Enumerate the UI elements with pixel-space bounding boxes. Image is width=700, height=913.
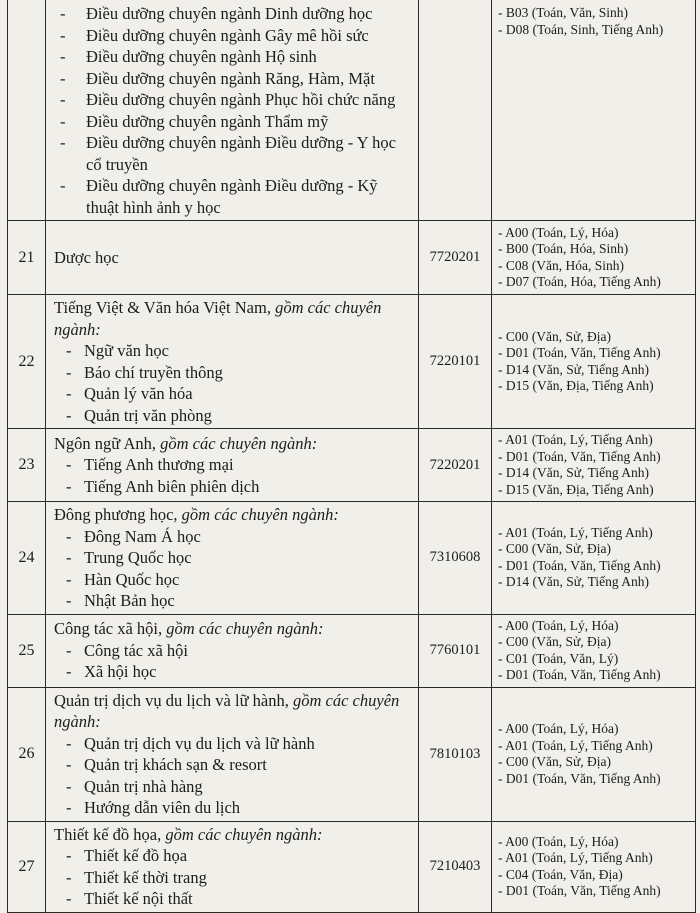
list-item: - Quản trị khách sạn & resort [54, 754, 412, 776]
table-row [8, 821, 696, 912]
program-title: Thiết kế đồ họa, gồm các chuyên ngành: [54, 824, 323, 844]
admission-programs-table [7, 0, 696, 913]
subject-combinations [492, 502, 696, 615]
program-code: 7210403 [419, 821, 492, 912]
subject-combinations [492, 295, 696, 429]
subject-combinations [492, 429, 696, 502]
list-item: - Điều dưỡng chuyên ngành Điều dưỡng - Kỹ thuật hình ảnh y học [60, 175, 412, 218]
program-title: Công tác xã hội, gồm các chuyên ngành: [54, 619, 324, 639]
table-row [8, 429, 696, 502]
row-number: 27 [8, 821, 46, 912]
table-row [8, 687, 696, 821]
list-item: - Thiết kế đồ họa [54, 845, 412, 867]
program-cell [46, 295, 419, 429]
specialization-list [54, 845, 412, 910]
combination-item: - A00 (Toán, Lý, Hóa) [498, 617, 619, 633]
program-code: 7220101 [419, 295, 492, 429]
list-item: - Điều dưỡng chuyên ngành Thẩm mỹ [60, 111, 412, 133]
list-item: - Trung Quốc học [54, 547, 412, 569]
combination-item: - A01 (Toán, Lý, Tiếng Anh) [498, 850, 653, 865]
list-item: - Báo chí truyền thông [54, 362, 412, 384]
combination-item: - B03 (Toán, Văn, Sinh) [498, 5, 629, 20]
list-item: - Quản trị văn phòng [54, 405, 412, 427]
combination-item: - D15 (Văn, Địa, Tiếng Anh) [498, 481, 654, 497]
program-code: 7760101 [419, 614, 492, 687]
combination-item: - C00 (Văn, Sử, Địa) [498, 754, 612, 769]
list-item: - Thiết kế nội thất [54, 888, 412, 910]
row-number: 26 [8, 687, 46, 821]
list-item: - Tiếng Anh biên phiên dịch [54, 476, 412, 498]
combination-item: - D01 (Toán, Văn, Tiếng Anh) [498, 345, 661, 360]
program-code: 7810103 [419, 687, 492, 821]
combination-item: - C08 (Văn, Hóa, Sinh) [498, 257, 624, 273]
row-number [8, 0, 46, 221]
combination-item: - C04 (Toán, Văn, Địa) [498, 866, 623, 882]
program-cell [46, 221, 419, 295]
combination-item: - D01 (Toán, Văn, Tiếng Anh) [498, 770, 661, 786]
list-item: - Điều dưỡng chuyên ngành Phục hồi chức năng [60, 89, 412, 111]
program-code: 7310608 [419, 502, 492, 615]
combination-item: - A00 (Toán, Lý, Hóa) [498, 721, 619, 736]
program-title: Tiếng Việt & Văn hóa Việt Nam, gồm các chuyên ngành: [54, 298, 382, 339]
list-item: - Quản lý văn hóa [54, 383, 412, 405]
combination-item: - D14 (Văn, Sử, Tiếng Anh) [498, 465, 649, 480]
program-cell [46, 687, 419, 821]
combination-item: - D01 (Toán, Văn, Tiếng Anh) [498, 667, 661, 682]
program-cell [46, 429, 419, 502]
subject-combinations [492, 0, 696, 221]
list-item: - Xã hội học [54, 661, 412, 683]
combination-item: - D01 (Toán, Văn, Tiếng Anh) [498, 557, 661, 573]
list-item: - Quản trị dịch vụ du lịch và lữ hành [54, 733, 412, 755]
specialization-list [54, 454, 412, 497]
row-number: 24 [8, 502, 46, 615]
list-item: - Điều dưỡng chuyên ngành Hộ sinh [60, 46, 412, 68]
program-cell [46, 821, 419, 912]
subject-combinations [492, 614, 696, 687]
combination-item: - D15 (Văn, Địa, Tiếng Anh) [498, 378, 654, 393]
specialization-list [54, 3, 412, 218]
list-item: - Điều dưỡng chuyên ngành Gây mê hồi sức [60, 25, 412, 47]
table-row [8, 614, 696, 687]
list-item: - Hướng dẫn viên du lịch [54, 797, 412, 819]
combination-item: - C00 (Văn, Sử, Địa) [498, 541, 612, 557]
combination-item: - C00 (Văn, Sử, Địa) [498, 328, 612, 344]
combination-item: - D14 (Văn, Sử, Tiếng Anh) [498, 361, 649, 377]
row-number: 23 [8, 429, 46, 502]
program-title: Ngôn ngữ Anh, gồm các chuyên ngành: [54, 433, 318, 453]
list-item: - Quản trị nhà hàng [54, 776, 412, 798]
combination-item: - A01 (Toán, Lý, Tiếng Anh) [498, 432, 653, 447]
specialization-list [54, 640, 412, 683]
program-title: Quản trị dịch vụ du lịch và lữ hành, gồm các chuyên ngành: [54, 690, 400, 731]
combination-item: - D14 (Văn, Sử, Tiếng Anh) [498, 574, 649, 590]
list-item: - Hàn Quốc học [54, 569, 412, 591]
combination-item: - D01 (Toán, Văn, Tiếng Anh) [498, 883, 661, 898]
combination-item: - D08 (Toán, Sinh, Tiếng Anh) [498, 21, 664, 37]
table-row [8, 0, 696, 221]
subject-combinations [492, 821, 696, 912]
table-row [8, 221, 696, 295]
combination-item: - C00 (Văn, Sử, Địa) [498, 634, 612, 649]
row-number: 21 [8, 221, 46, 295]
list-item: - Đông Nam Á học [54, 526, 412, 548]
program-code [419, 0, 492, 221]
combination-item: - A00 (Toán, Lý, Hóa) [498, 833, 619, 849]
program-cell [46, 502, 419, 615]
combination-item: - A01 (Toán, Lý, Tiếng Anh) [498, 737, 653, 753]
list-item: - Điều dưỡng chuyên ngành Răng, Hàm, Mặt [60, 68, 412, 90]
combination-item: - A01 (Toán, Lý, Tiếng Anh) [498, 524, 653, 540]
program-title: Đông phương học, gồm các chuyên ngành: [54, 505, 339, 524]
subject-combinations [492, 687, 696, 821]
specialization-list [54, 733, 412, 819]
combination-item: - D07 (Toán, Hóa, Tiếng Anh) [498, 274, 661, 289]
specialization-list [54, 526, 412, 612]
program-title: Dược học [54, 247, 119, 267]
combination-item: - C01 (Toán, Văn, Lý) [498, 650, 619, 666]
program-code: 7220201 [419, 429, 492, 502]
program-cell [46, 0, 419, 221]
list-item: - Nhật Bản học [54, 590, 412, 612]
subject-combinations [492, 221, 696, 295]
combination-item: - D01 (Toán, Văn, Tiếng Anh) [498, 448, 661, 464]
row-number: 25 [8, 614, 46, 687]
table-row [8, 295, 696, 429]
list-item: - Điều dưỡng chuyên ngành Điều dưỡng - Y học cổ truyền [60, 132, 412, 175]
list-item: - Ngữ văn học [54, 340, 412, 362]
program-code: 7720201 [419, 221, 492, 295]
list-item: - Công tác xã hội [54, 640, 412, 662]
row-number: 22 [8, 295, 46, 429]
combination-item: - B00 (Toán, Hóa, Sinh) [498, 241, 629, 256]
list-item: - Thiết kế thời trang [54, 867, 412, 889]
program-cell [46, 614, 419, 687]
table-row [8, 502, 696, 615]
list-item: - Tiếng Anh thương mại [54, 454, 412, 476]
combination-item: - A00 (Toán, Lý, Hóa) [498, 224, 619, 240]
list-item: - Điều dưỡng chuyên ngành Dinh dưỡng học [60, 3, 412, 25]
specialization-list [54, 340, 412, 426]
